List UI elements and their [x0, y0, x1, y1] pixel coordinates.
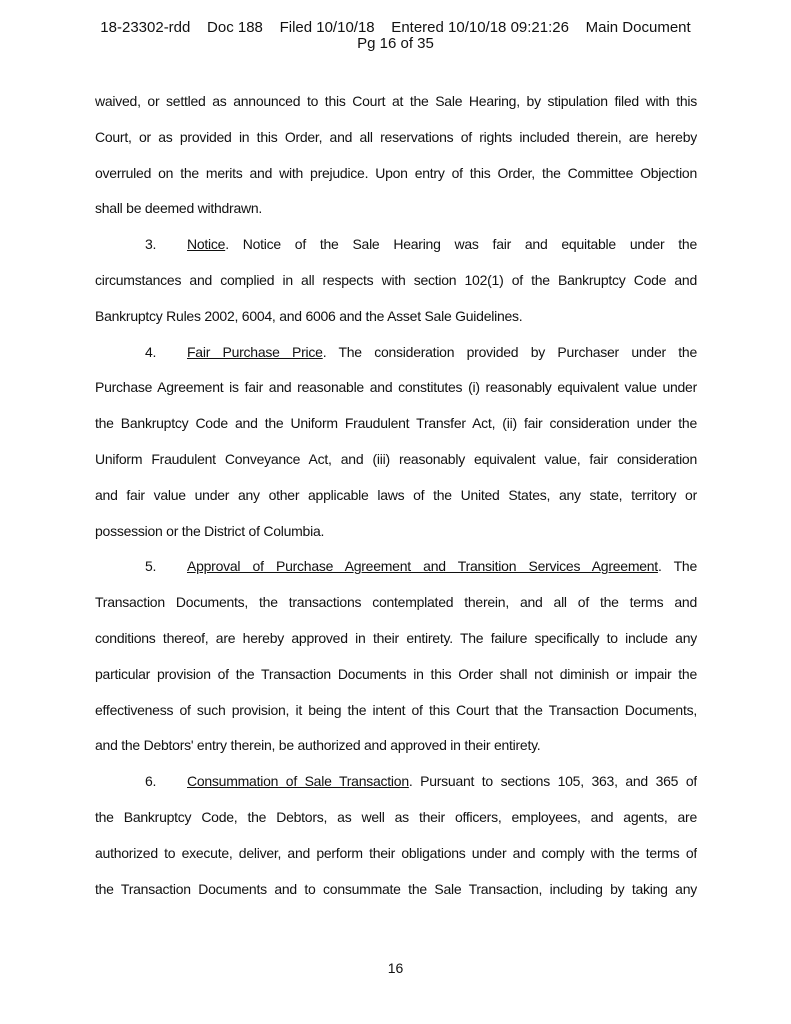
text-line: authorized to execute, deliver, and perform their obligations under and comply with the terms of — [95, 844, 697, 861]
text-line: waived, or settled as announced to this Court at the Sale Hearing, by stipulation filed with this — [95, 93, 697, 109]
text-line: and fair value under any other applicable laws of the United States, any state, territory or — [95, 486, 697, 503]
text-line: Transaction Documents, the transactions contemplated therein, and all of the terms and — [95, 594, 697, 611]
paragraph-first-line — [95, 549, 697, 585]
text-line: conditions thereof, are hereby approved in their entirety. The failure specifically to include any — [95, 629, 697, 646]
text-line: particular provision of the Transaction Documents in this Order shall not diminish or impair the — [95, 665, 697, 682]
text-line: circumstances and complied in all respects with section 102(1) of the Bankruptcy Code and — [95, 271, 697, 288]
paragraph-number: 6. — [145, 773, 157, 790]
page-count-header: Pg 16 of 35 — [357, 35, 434, 52]
text-segment: . Pursuant to sections 105, 363, and 365 of — [408, 773, 697, 790]
text-line: the Bankruptcy Code and the Uniform Fraudulent Transfer Act, (ii) fair consideration under the — [95, 415, 697, 432]
text-line: Purchase Agreement is fair and reasonable and constitutes (i) reasonably equivalent value under — [95, 379, 697, 396]
paragraph-heading: Approval of Purchase Agreement and Transition Services Agreement — [187, 558, 658, 575]
text-line: possession or the District of Columbia. — [95, 522, 325, 539]
text-line: Court, or as provided in this Order, and all reservations of rights included therein, are hereby — [95, 128, 697, 145]
paragraph-first-line — [95, 227, 697, 263]
paragraph-number: 3. — [145, 236, 157, 253]
text-line: shall be deemed withdrawn. — [95, 200, 263, 217]
paragraph-heading: Consummation of Sale Transaction — [187, 773, 409, 790]
text-line: overruled on the merits and with prejudice. Upon entry of this Order, the Committee Objection — [95, 164, 697, 181]
text-segment: . The consideration provided by Purchaser under the — [322, 343, 697, 360]
text-line: Bankruptcy Rules 2002, 6004, and 6006 and the Asset Sale Guidelines. — [95, 307, 523, 324]
docket-header: 18-23302-rdd Doc 188 Filed 10/10/18 Entered 10/10/18 09:21:26 Main Document — [100, 19, 691, 36]
text-line: Uniform Fraudulent Conveyance Act, and (iii) reasonably equivalent value, fair consideration — [95, 450, 697, 467]
text-segment: . The — [657, 558, 697, 575]
paragraph-number: 4. — [145, 343, 157, 360]
page-number: 16 — [387, 960, 404, 976]
paragraph-heading: Fair Purchase Price — [187, 343, 323, 360]
text-line: effectiveness of such provision, it being the intent of this Court that the Transaction Documents, — [95, 701, 697, 718]
paragraph-heading: Notice — [187, 236, 226, 253]
document-body — [95, 84, 697, 907]
text-line: the Transaction Documents and to consummate the Sale Transaction, including by taking any — [95, 880, 697, 897]
paragraph-first-line — [95, 335, 697, 371]
paragraph-number: 5. — [145, 558, 157, 575]
paragraph-first-line — [95, 764, 697, 800]
text-segment: . Notice of the Sale Hearing was fair and equitable under the — [225, 236, 697, 253]
text-line: the Bankruptcy Code, the Debtors, as well as their officers, employees, and agents, are — [95, 808, 697, 825]
text-line: and the Debtors' entry therein, be authorized and approved in their entirety. — [95, 737, 541, 754]
